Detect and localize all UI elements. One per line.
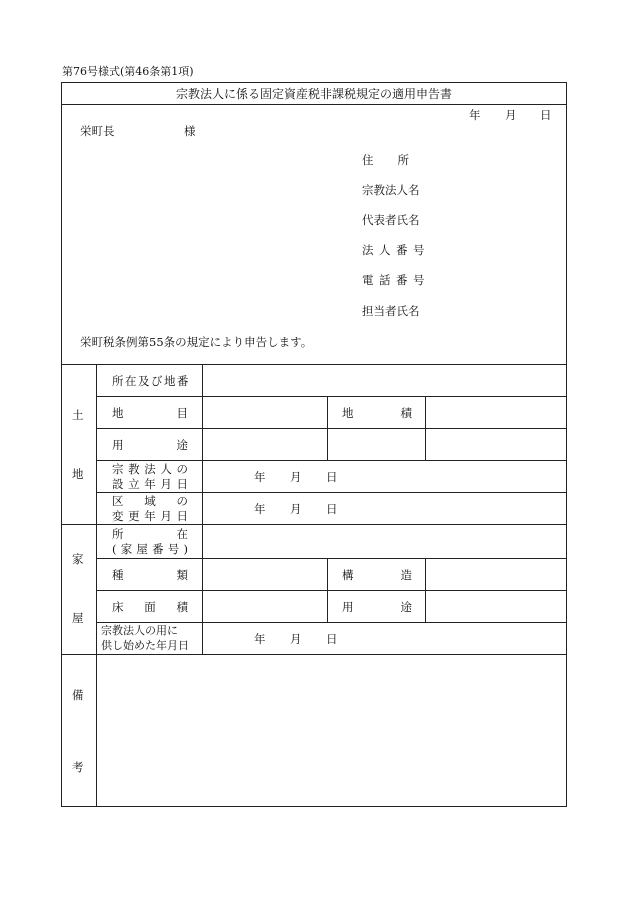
land-established-label-line1 <box>112 462 188 476</box>
land-use-label <box>112 438 188 452</box>
applicant-phone-label: 電話番号 <box>362 273 430 287</box>
land-established-month: 月 <box>290 470 302 484</box>
land-zone-change-year: 年 <box>254 502 266 516</box>
document-title: 宗教法人に係る固定資産税非課税規定の適用申告書 <box>175 87 452 101</box>
addressee-honorific: 様 <box>184 124 196 138</box>
applicant-religious-corp-name-label: 宗教法人名 <box>362 183 420 197</box>
land-zone-change-day: 日 <box>326 502 338 516</box>
house-floor-area-label <box>112 600 188 614</box>
land-section-char-2: 地 <box>72 467 84 481</box>
applicant-contact-person-label: 担当者氏名 <box>362 304 420 318</box>
form-number: 第76号様式(第46条第1項) <box>62 65 194 78</box>
land-established-text-1: 宗 教 法 人 の <box>112 462 188 476</box>
frame-top-line <box>61 82 567 83</box>
house-structure-text: 構 造 <box>342 568 412 582</box>
house-location-label-line1 <box>112 527 188 541</box>
land-use-input-2[interactable] <box>328 429 425 460</box>
frame-right-line <box>566 82 567 807</box>
land-established-year: 年 <box>254 470 266 484</box>
land-area-label <box>342 406 412 420</box>
land-use-text: 用 途 <box>112 438 188 452</box>
date-day: 日 <box>540 108 552 122</box>
frame-bottom-line <box>61 806 567 807</box>
land-location-input[interactable] <box>203 365 566 396</box>
date-year: 年 <box>469 108 481 122</box>
land-zone-change-text-2: 変 更 年 月 日 <box>112 509 188 523</box>
remarks-section-char-2: 考 <box>72 760 84 774</box>
applicant-corp-number-label: 法人番号 <box>362 243 430 257</box>
house-use-label <box>342 600 412 614</box>
declaration-text: 栄町税条例第55条の規定により申告します。 <box>80 335 313 349</box>
addressee-name: 栄町長 <box>80 124 115 138</box>
house-start-use-day: 日 <box>326 632 338 646</box>
house-kind-input[interactable] <box>203 559 327 590</box>
house-start-use-month: 月 <box>290 632 302 646</box>
land-chimoku-text: 地 目 <box>112 406 188 420</box>
house-start-use-year: 年 <box>254 632 266 646</box>
house-floor-area-input[interactable] <box>203 591 327 622</box>
land-established-label-line2 <box>112 477 188 491</box>
house-start-use-label-line1: 宗教法人の用に <box>101 624 178 637</box>
date-month: 月 <box>505 108 517 122</box>
land-section-char-1: 土 <box>72 408 84 422</box>
house-structure-label <box>342 568 412 582</box>
title-bottom-line <box>61 104 567 105</box>
house-location-text-1: 所 在 <box>112 527 188 541</box>
land-area-text: 地 積 <box>342 406 412 420</box>
land-chimoku-input[interactable] <box>203 397 327 428</box>
applicant-address-label: 住所 <box>362 153 433 167</box>
land-established-day: 日 <box>326 470 338 484</box>
land-established-text-2: 設 立 年 月 日 <box>112 477 188 491</box>
land-chimoku-label <box>112 406 188 420</box>
house-row-line-3 <box>96 622 567 623</box>
frame-left-line <box>61 82 62 807</box>
house-kind-text: 種 類 <box>112 568 188 582</box>
applicant-representative-label: 代表者氏名 <box>362 213 420 227</box>
land-location-label: 所在及び地番 <box>112 374 190 388</box>
house-start-use-label-line2: 供し始めた年月日 <box>101 639 189 652</box>
remarks-input[interactable] <box>97 655 566 806</box>
house-section-char-1: 家 <box>72 552 84 566</box>
house-structure-input[interactable] <box>426 559 566 590</box>
land-zone-change-label-line2 <box>112 509 188 523</box>
land-row-line-3 <box>96 460 567 461</box>
land-zone-change-label-line1 <box>112 494 188 508</box>
remarks-section-char-1: 備 <box>72 688 84 702</box>
house-mid-line-1 <box>327 558 328 622</box>
land-use-input-3[interactable] <box>426 429 566 460</box>
land-zone-change-month: 月 <box>290 502 302 516</box>
land-area-input[interactable] <box>426 397 566 428</box>
land-use-input-1[interactable] <box>203 429 327 460</box>
house-use-input[interactable] <box>426 591 566 622</box>
land-zone-change-text-1: 区 域 の <box>112 494 188 508</box>
house-floor-area-text: 床 面 積 <box>112 600 188 614</box>
house-section-char-2: 屋 <box>72 611 84 625</box>
land-row-line-4 <box>96 492 567 493</box>
house-location-label-line2 <box>112 542 188 556</box>
house-location-input[interactable] <box>203 525 566 558</box>
house-location-text-2: ( 家 屋 番 号 ) <box>112 542 188 556</box>
house-use-text: 用 途 <box>342 600 412 614</box>
house-kind-label <box>112 568 188 582</box>
